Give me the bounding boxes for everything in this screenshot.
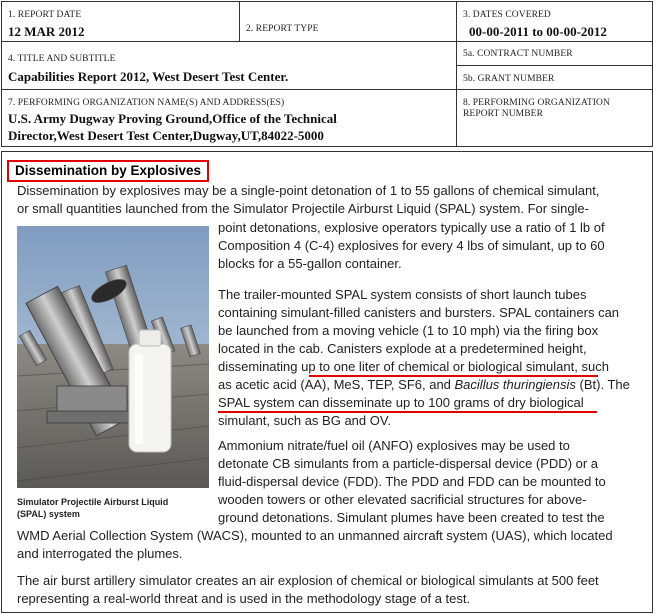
text-line: located in the cab. Canisters explode at a predetermined height,: [218, 341, 587, 356]
report-date-cell: [2, 2, 240, 42]
text-line: point detonations, explosive operators typically use a ratio of 1 lb of: [218, 220, 605, 235]
text-segment: as acetic acid (AA), MeS, TEP, SF6, and: [218, 377, 455, 392]
italic-species-name: Bacillus thuringiensis: [454, 377, 576, 392]
text-line: Dissemination by explosives may be a single-point detonation of 1 to 55 gallons of chemical simulant,: [17, 183, 600, 198]
title-value: Capabilities Report 2012, West Desert Test Center.: [8, 69, 289, 84]
text-line: containing simulant-filled canisters and bursters. SPAL containers can: [218, 305, 620, 320]
org-value-line1: U.S. Army Dugway Proving Ground,Office of the Technical: [8, 111, 337, 126]
org-report-label-line1: 8. PERFORMING ORGANIZATION: [463, 98, 610, 108]
org-label: 7. PERFORMING ORGANIZATION NAME(S) AND ADDRESS(ES): [8, 98, 285, 108]
text-segment: disseminating: [218, 359, 302, 374]
red-underline-2: [218, 411, 597, 413]
dates-covered-label: 3. DATES COVERED: [463, 10, 551, 20]
text-line: The air burst artillery simulator creates an air explosion of chemical or biological simulants at 500 feet: [17, 573, 599, 588]
text-line: [218, 359, 609, 376]
text-line: representing a real-world threat and is used in the methodology stage of a test.: [17, 591, 471, 606]
photo-caption: [17, 496, 207, 520]
red-underline-1: [309, 375, 598, 377]
text-line: and interrogated the plumes.: [17, 546, 183, 561]
grant-label: 5b. GRANT NUMBER: [463, 74, 555, 84]
contract-label: 5a. CONTRACT NUMBER: [463, 49, 573, 59]
caption-line-2: (SPAL) system: [17, 509, 80, 519]
text-line: simulant, such as BG and OV.: [218, 413, 391, 428]
org-report-cell: [457, 90, 652, 146]
text-line: WMD Aerial Collection System (WACS), mounted to an unmanned aircraft system (UAS), which located: [17, 528, 613, 543]
dates-covered-value: 00-00-2011 to 00-00-2012: [469, 24, 607, 39]
grant-cell: [457, 66, 652, 90]
text-line: Ammonium nitrate/fuel oil (ANFO) explosives may be used to: [218, 438, 570, 453]
text-line: fluid-dispersal device (FDD). The PDD and FDD can be mounted to: [218, 474, 606, 489]
report-date-label: 1. REPORT DATE: [8, 10, 82, 20]
report-type-label: 2. REPORT TYPE: [246, 24, 319, 34]
text-line: detonate CB simulants from a particle-dispersal device (PDD) or a: [218, 456, 599, 471]
org-value-line2: Director,West Desert Test Center,Dugway,UT,84022-5000: [8, 128, 324, 143]
spal-photo-image: [17, 226, 209, 488]
text-line: wooden towers or other elevated sacrificial structures for above-: [218, 492, 587, 507]
highlighted-phrase-2: SPAL system can disseminate up to 100 grams of dry biological: [218, 395, 584, 410]
text-segment: , such: [574, 359, 609, 374]
text-line: ground detonations. Simulant plumes have been created to test the: [218, 510, 605, 525]
dates-covered-cell: [457, 2, 652, 42]
bottle-icon: [129, 330, 171, 452]
contract-cell: [457, 42, 652, 66]
text-segment: (Bt). The: [575, 377, 630, 392]
highlighted-phrase-1: up to one liter of chemical or biological simulant: [301, 359, 575, 374]
title-label: 4. TITLE AND SUBTITLE: [8, 54, 116, 64]
title-cell: [2, 42, 457, 90]
org-cell: [2, 90, 457, 146]
report-type-cell: [240, 2, 457, 42]
caption-line-1: Simulator Projectile Airburst Liquid: [17, 497, 169, 507]
text-line: The trailer-mounted SPAL system consists of short launch tubes: [218, 287, 587, 302]
text-line: Composition 4 (C-4) explosives for every 4 lbs of simulant, up to 60: [218, 238, 605, 253]
text-line: [218, 377, 630, 394]
org-report-label-line2: REPORT NUMBER: [463, 109, 543, 119]
text-line: blocks for a 55-gallon container.: [218, 256, 402, 271]
text-line: be launched from a moving vehicle (1 to 10 mph) via the firing box: [218, 323, 599, 338]
text-line: or small quantities launched from the Simulator Projectile Airburst Liquid (SPAL) system. For single-: [17, 201, 589, 216]
report-form-header: [1, 1, 653, 147]
section-title: Dissemination by Explosives: [7, 160, 209, 182]
report-date-value: 12 MAR 2012: [8, 24, 85, 39]
spal-photo: [17, 226, 209, 488]
